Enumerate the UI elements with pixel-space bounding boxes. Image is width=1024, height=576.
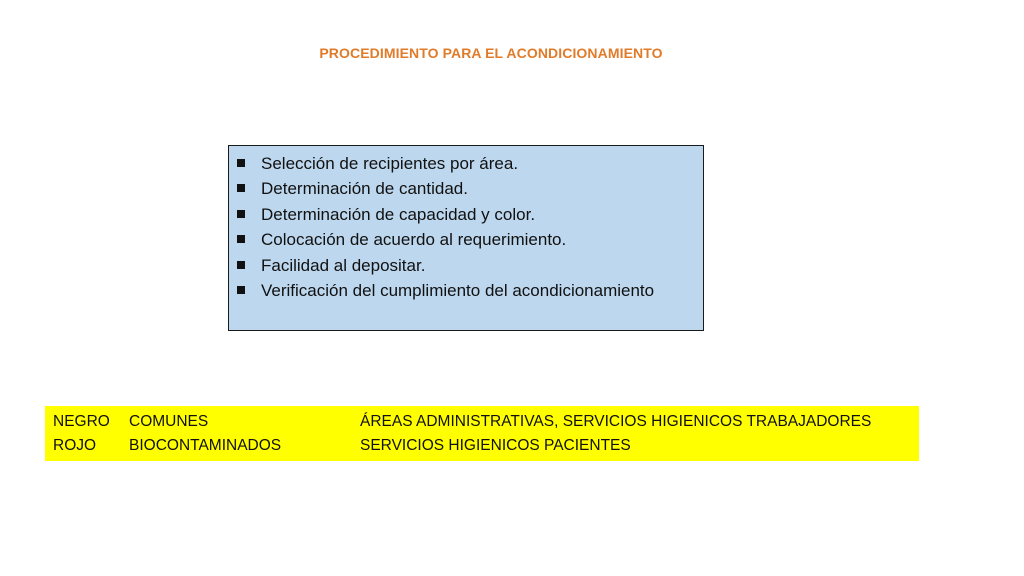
- step-text: Facilidad al depositar.: [261, 255, 426, 275]
- slide-title: PROCEDIMIENTO PARA EL ACONDICIONAMIENTO: [319, 45, 663, 61]
- table-row: [45, 406, 919, 437]
- step-text: Verificación del cumplimiento del acondicionamiento: [261, 281, 655, 301]
- square-bullet-icon: [237, 210, 245, 218]
- areas-cell: ÁREAS ADMINISTRATIVAS, SERVICIOS HIGIENICOS TRABAJADORES: [360, 413, 872, 430]
- square-bullet-icon: [237, 184, 245, 192]
- color-cell: NEGRO: [53, 413, 110, 430]
- waste-type-cell: COMUNES: [129, 413, 209, 430]
- color-cell: ROJO: [53, 437, 97, 455]
- step-text: Determinación de cantidad.: [261, 179, 468, 199]
- step-item: [237, 151, 693, 176]
- procedure-steps-list: [237, 151, 693, 303]
- waste-color-table: [45, 406, 919, 461]
- step-item: [237, 278, 693, 303]
- step-item: [237, 202, 693, 227]
- areas-cell: SERVICIOS HIGIENICOS PACIENTES: [360, 437, 631, 455]
- step-item: [237, 253, 693, 278]
- step-item: [237, 176, 693, 201]
- step-text: Colocación de acuerdo al requerimiento.: [261, 230, 567, 250]
- square-bullet-icon: [237, 286, 245, 294]
- table-row: [45, 437, 919, 461]
- procedure-steps-box: [228, 145, 704, 331]
- step-text: Selección de recipientes por área.: [261, 154, 519, 173]
- square-bullet-icon: [237, 261, 245, 269]
- step-item: [237, 227, 693, 252]
- step-text: Determinación de capacidad y color.: [261, 204, 536, 224]
- waste-type-cell: BIOCONTAMINADOS: [129, 437, 282, 455]
- square-bullet-icon: [237, 159, 245, 167]
- square-bullet-icon: [237, 235, 245, 243]
